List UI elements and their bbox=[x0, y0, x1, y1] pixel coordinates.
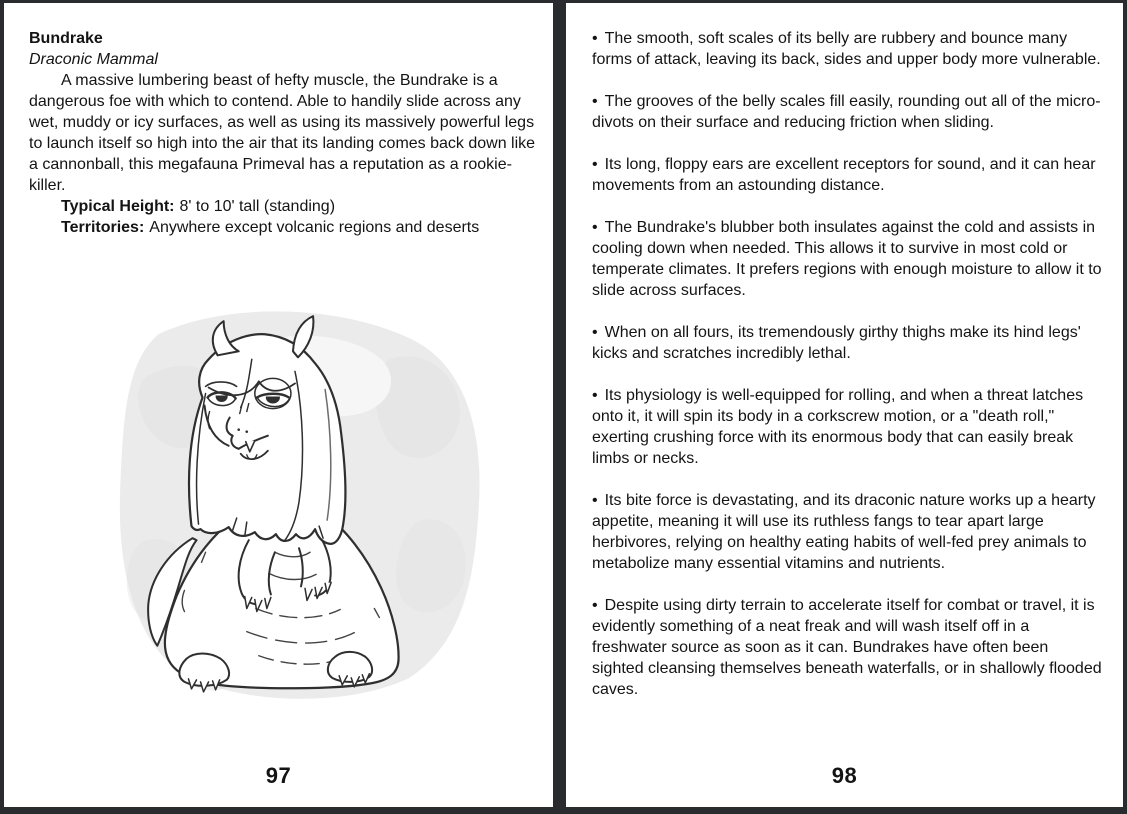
stat-territories bbox=[29, 217, 540, 238]
bullet-icon: • bbox=[592, 324, 598, 341]
bullet-text: When on all fours, its tremendously girthy thighs make its hind legs' kicks and scratches incredibly lethal. bbox=[592, 324, 1081, 362]
bundrake-sketch-svg bbox=[88, 289, 510, 711]
bullet-icon: • bbox=[592, 156, 598, 173]
bullet-icon: • bbox=[592, 30, 598, 47]
creature-title: Bundrake bbox=[29, 30, 103, 47]
stat-value: 8' to 10' tall (standing) bbox=[179, 198, 336, 215]
creature-subtitle: Draconic Mammal bbox=[29, 51, 158, 68]
bullet-icon: • bbox=[592, 387, 598, 404]
bullet-item bbox=[592, 490, 1102, 574]
left-foot bbox=[179, 653, 229, 685]
bullet-item bbox=[592, 385, 1102, 469]
stat-typical-height bbox=[29, 196, 540, 217]
page-number-left: 97 bbox=[265, 763, 292, 788]
bullet-icon: • bbox=[592, 219, 598, 236]
stat-value: Anywhere except volcanic regions and deserts bbox=[149, 219, 480, 236]
bullet-text: Its physiology is well-equipped for rolling, and when a threat latches onto it, it will spin its body in a corkscrew motion, or a "death roll," exerting crushing force with its enormous body that can easily break limbs or necks. bbox=[592, 387, 1084, 467]
bullet-item bbox=[592, 217, 1102, 301]
bullet-item bbox=[592, 154, 1102, 196]
bullet-item bbox=[592, 595, 1102, 700]
right-page-content bbox=[592, 28, 1102, 721]
stat-label: Typical Height: bbox=[61, 198, 175, 215]
page-number-right: 98 bbox=[831, 763, 858, 788]
bullet-icon: • bbox=[592, 597, 598, 614]
bullet-text: The grooves of the belly scales fill easily, rounding out all of the micro-divots on their surface and reducing friction when sliding. bbox=[592, 93, 1101, 131]
bullet-item bbox=[592, 322, 1102, 364]
bullet-item bbox=[592, 91, 1102, 133]
left-page-content bbox=[29, 28, 540, 238]
stat-label: Territories: bbox=[61, 219, 145, 236]
bundrake-illustration bbox=[88, 289, 510, 711]
bullet-icon: • bbox=[592, 93, 598, 110]
bullet-text: Its bite force is devastating, and its draconic nature works up a hearty appetite, meaning it will use its ruthless fangs to tear apart large herbivores, relying on healthy eating habits of well-fed prey animals to metabolize many essential vitamins and nutrients. bbox=[592, 492, 1096, 572]
bullet-text: The Bundrake's blubber both insulates against the cold and assists in cooling down when needed. This allows it to survive in most cold or temperate climates. It prefers regions with enough moisture to allow it to slide across surfaces. bbox=[592, 219, 1102, 299]
bullet-text: Its long, floppy ears are excellent receptors for sound, and it can hear movements from an astounding distance. bbox=[592, 156, 1096, 194]
bullet-text: Despite using dirty terrain to accelerate itself for combat or travel, it is evidently something of a neat freak and will wash itself off in a freshwater source as soon as it can. Bundrakes have often been sighted cleansing themselves beneath waterfalls, or in shallowly flooded caves. bbox=[592, 597, 1102, 698]
creature-description: A massive lumbering beast of hefty muscle, the Bundrake is a dangerous foe with which to contend. Able to handily slide across any wet, muddy or icy surfaces, as well as using its massively powerful legs to launch itself so high into the air that its landing comes back down like a cannonball, this megafauna Primeval has a reputation as a rookie-killer. bbox=[29, 72, 536, 194]
bullet-text: The smooth, soft scales of its belly are rubbery and bounce many forms of attack, leaving its back, sides and upper body more vulnerable. bbox=[592, 30, 1101, 68]
bullet-icon: • bbox=[592, 492, 598, 509]
book-page-left bbox=[4, 3, 553, 807]
book-page-right bbox=[566, 3, 1123, 807]
bullet-item bbox=[592, 28, 1102, 70]
